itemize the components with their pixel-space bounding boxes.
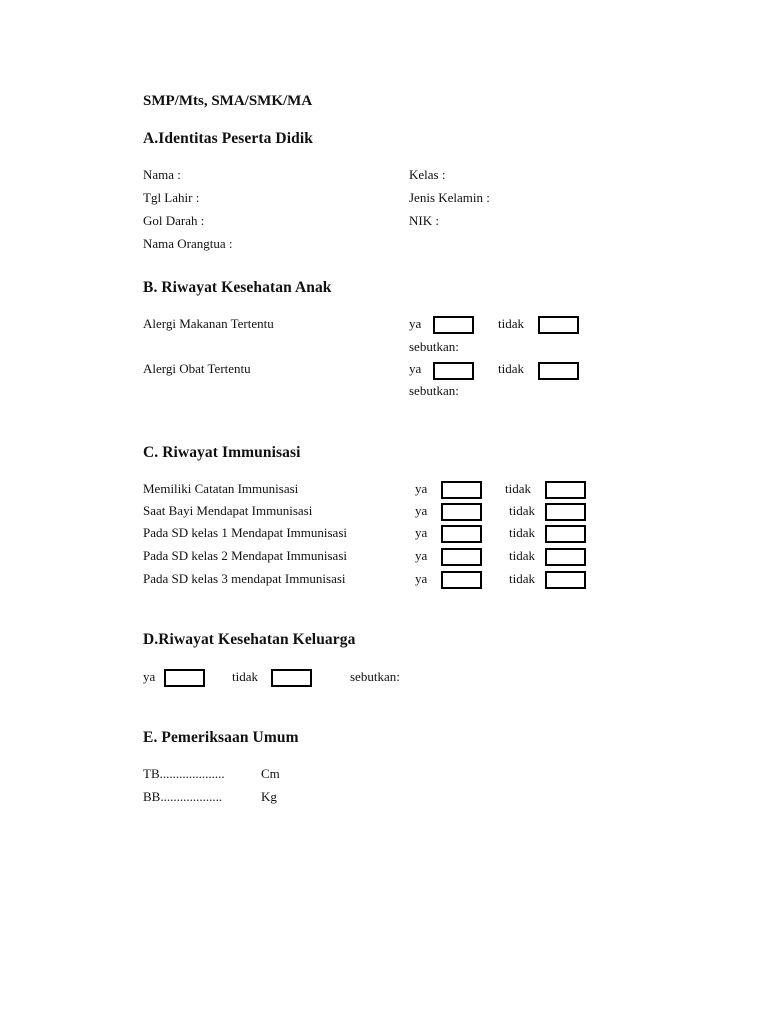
allergy-food-no-label: tidak [498, 316, 524, 331]
weight-label: BB................... [143, 789, 223, 804]
immunization-yes-label: ya [415, 525, 428, 540]
allergy-food-note: sebutkan: [409, 339, 459, 354]
immunization-yes-checkbox[interactable] [441, 481, 482, 499]
immunization-no-label: tidak [509, 571, 535, 586]
allergy-drug-yes-checkbox[interactable] [433, 362, 474, 380]
immunization-label: Memiliki Catatan Immunisasi [143, 481, 299, 496]
field-nama-orangtua: Nama Orangtua : [143, 236, 233, 251]
section-c-heading: C. Riwayat Immunisasi [143, 444, 301, 461]
allergy-drug-yes-label: ya [409, 361, 422, 376]
immunization-no-label: tidak [505, 481, 531, 496]
allergy-food-no-checkbox[interactable] [538, 316, 579, 334]
family-history-note: sebutkan: [350, 669, 400, 684]
immunization-yes-checkbox[interactable] [441, 503, 482, 521]
field-jenis-kelamin: Jenis Kelamin : [409, 190, 490, 205]
field-nama: Nama : [143, 167, 181, 182]
immunization-label: Saat Bayi Mendapat Immunisasi [143, 503, 313, 518]
section-e-heading: E. Pemeriksaan Umum [143, 729, 299, 746]
section-d-heading: D.Riwayat Kesehatan Keluarga [143, 631, 356, 648]
immunization-yes-label: ya [415, 571, 428, 586]
allergy-drug-label: Alergi Obat Tertentu [143, 361, 251, 376]
immunization-yes-checkbox[interactable] [441, 548, 482, 566]
immunization-no-checkbox[interactable] [545, 525, 586, 543]
weight-unit: Kg [261, 789, 277, 804]
allergy-food-yes-label: ya [409, 316, 422, 331]
document-title: SMP/Mts, SMA/SMK/MA [143, 93, 313, 109]
immunization-label: Pada SD kelas 1 Mendapat Immunisasi [143, 525, 347, 540]
immunization-yes-label: ya [415, 503, 428, 518]
section-b-heading: B. Riwayat Kesehatan Anak [143, 279, 332, 296]
immunization-yes-label: ya [415, 481, 428, 496]
field-gol-darah: Gol Darah : [143, 213, 205, 228]
immunization-yes-label: ya [415, 548, 428, 563]
height-unit: Cm [261, 766, 280, 781]
immunization-label: Pada SD kelas 2 Mendapat Immunisasi [143, 548, 347, 563]
allergy-drug-note: sebutkan: [409, 383, 459, 398]
allergy-food-yes-checkbox[interactable] [433, 316, 474, 334]
allergy-drug-no-checkbox[interactable] [538, 362, 579, 380]
immunization-no-checkbox[interactable] [545, 571, 586, 589]
immunization-yes-checkbox[interactable] [441, 525, 482, 543]
immunization-yes-checkbox[interactable] [441, 571, 482, 589]
section-a-heading: A.Identitas Peserta Didik [143, 130, 313, 147]
allergy-food-label: Alergi Makanan Tertentu [143, 316, 274, 331]
immunization-no-label: tidak [509, 525, 535, 540]
immunization-no-label: tidak [509, 503, 535, 518]
height-label: TB.................... [143, 766, 225, 781]
field-kelas: Kelas : [409, 167, 446, 182]
field-tgl-lahir: Tgl Lahir : [143, 190, 200, 205]
immunization-no-label: tidak [509, 548, 535, 563]
family-history-yes-label: ya [143, 669, 156, 684]
immunization-no-checkbox[interactable] [545, 503, 586, 521]
immunization-no-checkbox[interactable] [545, 548, 586, 566]
family-history-no-label: tidak [232, 669, 258, 684]
family-history-no-checkbox[interactable] [271, 669, 312, 687]
allergy-drug-no-label: tidak [498, 361, 524, 376]
immunization-label: Pada SD kelas 3 mendapat Immunisasi [143, 571, 346, 586]
immunization-no-checkbox[interactable] [545, 481, 586, 499]
family-history-yes-checkbox[interactable] [164, 669, 205, 687]
field-nik: NIK : [409, 213, 439, 228]
